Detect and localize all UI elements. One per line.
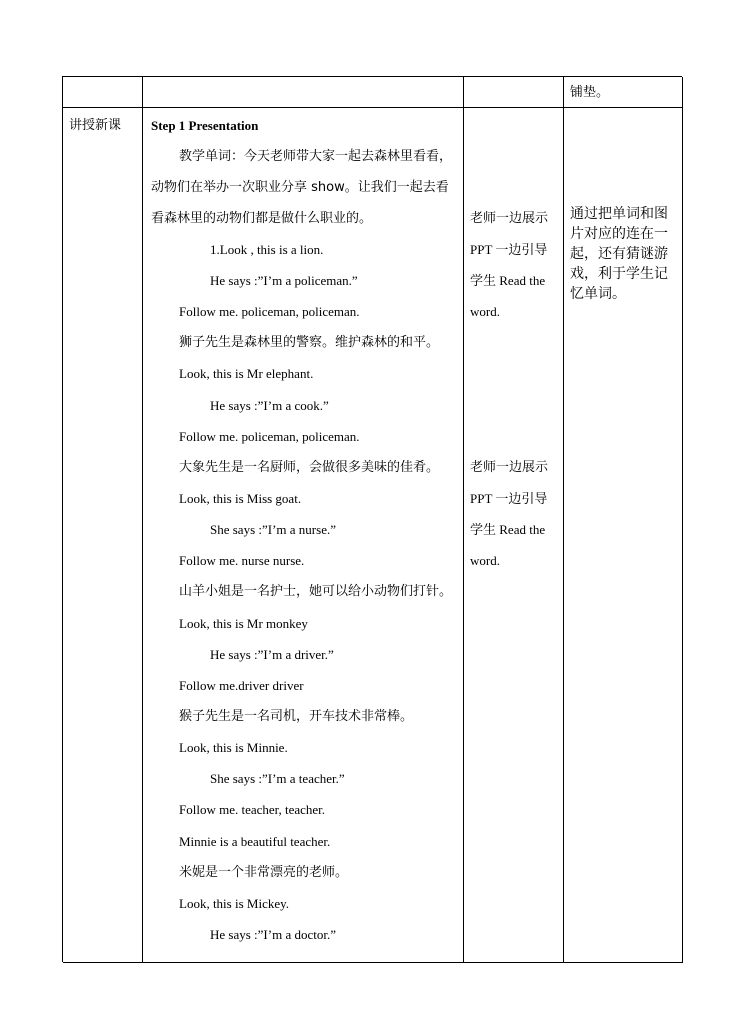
method-line: PPT 一边引导	[470, 242, 548, 257]
intent-cell	[564, 108, 683, 963]
content-line: He says :”I’m a policeman.”	[210, 273, 358, 288]
content-line: Follow me.driver driver	[179, 678, 304, 693]
content-line: Look, this is Mr elephant.	[179, 366, 314, 381]
content-line: Follow me. policeman, policeman.	[179, 304, 360, 319]
method-line: 老师一边展示	[470, 460, 549, 475]
intent-top-text: 铺垫。	[570, 85, 610, 100]
method-line: 学生 Read the	[470, 522, 546, 537]
content-line: 猴子先生是一名司机，开车技术非常棒。	[179, 709, 414, 724]
content-line: 大象先生是一名厨师，会做很多美味的佳肴。	[179, 460, 440, 475]
method-cell-empty	[464, 77, 564, 108]
method-block-1	[470, 203, 560, 327]
content-line: He says :”I’m a cook.”	[210, 398, 329, 413]
method-cell	[464, 108, 564, 963]
content-line: Follow me. policeman, policeman.	[179, 429, 360, 444]
content-line: Minnie is a beautiful teacher.	[179, 834, 331, 849]
method-line: word.	[470, 304, 500, 319]
method-line: word.	[470, 553, 500, 568]
stage-label: 讲授新课	[69, 118, 122, 133]
content-line: She says :”I’m a teacher.”	[210, 771, 345, 786]
design-intent-text: 通过把单词和图片对应的连在一起，还有猜谜游戏，利于学生记忆单词。	[570, 206, 668, 302]
content-line: Follow me. nurse nurse.	[179, 553, 305, 568]
lesson-plan-table	[62, 76, 682, 962]
stage-cell-empty	[63, 77, 143, 108]
content-line: 看森林里的动物们都是做什么职业的。	[151, 211, 373, 226]
content-line: Look, this is Mickey.	[179, 896, 290, 911]
stage-cell	[63, 108, 143, 963]
content-line: Look, this is Mr monkey	[179, 616, 308, 631]
step-title: Step 1 Presentation	[151, 118, 259, 133]
content-line: 米妮是一个非常漂亮的老师。	[179, 865, 349, 880]
content-line: He says :”I’m a doctor.”	[210, 927, 336, 942]
method-line: PPT 一边引导	[470, 491, 548, 506]
method-line: 老师一边展示	[470, 211, 549, 226]
content-line: 教学单词：今天老师带大家一起去森林里看看，	[179, 149, 453, 164]
content-line: 1.Look , this is a lion.	[210, 242, 324, 257]
content-line: 狮子先生是森林里的警察。维护森林的和平。	[179, 335, 440, 350]
content-line: Look, this is Minnie.	[179, 740, 288, 755]
content-line: Look, this is Miss goat.	[179, 491, 302, 506]
intent-cell-top	[564, 77, 683, 108]
content-line: Follow me. teacher, teacher.	[179, 802, 326, 817]
content-line: 山羊小姐是一名护士，她可以给小动物们打针。	[179, 584, 453, 599]
content-cell	[143, 108, 464, 963]
content-line: She says :”I’m a nurse.”	[210, 522, 336, 537]
content-cell-empty	[143, 77, 464, 108]
content-line: He says :”I’m a driver.”	[210, 647, 334, 662]
content-line: 动物们在举办一次职业分享 show。让我们一起去看	[151, 180, 449, 195]
method-line: 学生 Read the	[470, 273, 546, 288]
method-block-2	[470, 452, 560, 576]
